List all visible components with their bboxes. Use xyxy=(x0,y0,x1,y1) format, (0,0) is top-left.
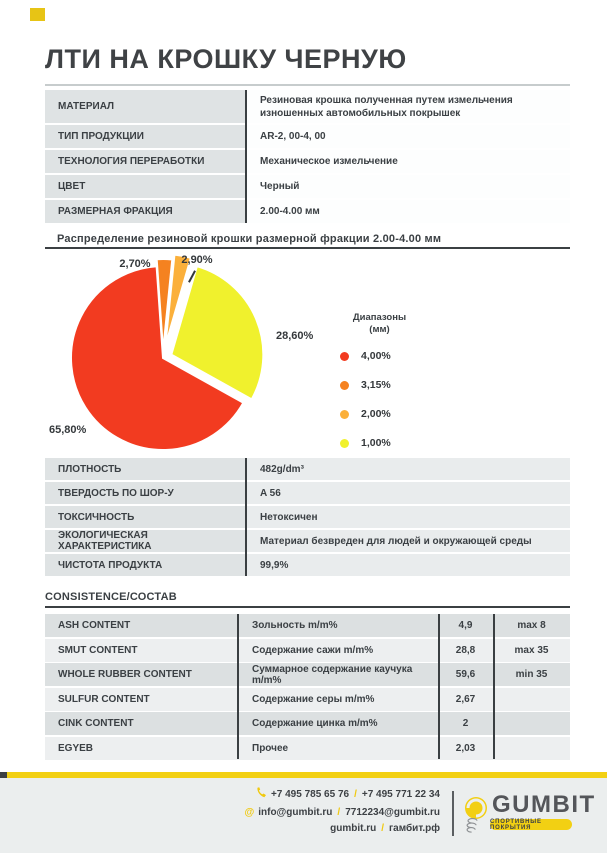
component-name: CINK CONTENT xyxy=(45,712,237,735)
row-value: Механическое измельчение xyxy=(245,150,570,173)
row-label: МАТЕРИАЛ xyxy=(45,90,245,123)
row-label: ЦВЕТ xyxy=(45,175,245,198)
chart-title: Распределение резиновой крошки размерной фракции 2.00-4.00 мм xyxy=(57,233,442,245)
component-desc: Суммарное содержание каучука m/m% xyxy=(237,663,438,686)
component-name: SMUT CONTENT xyxy=(45,639,237,662)
legend-label: 4,00% xyxy=(361,350,391,362)
page-title: ЛТИ НА КРОШКУ ЧЕРНУЮ xyxy=(45,44,407,74)
spring-icon xyxy=(466,818,479,841)
legend-dot-icon xyxy=(340,439,349,448)
table-row xyxy=(45,663,570,686)
at-icon: @ xyxy=(244,806,255,818)
slice-label: 65,80% xyxy=(49,424,87,436)
component-desc: Содержание цинка m/m% xyxy=(237,712,438,735)
component-limit xyxy=(493,712,570,735)
slice-label: 28,60% xyxy=(276,330,314,342)
component-desc: Содержание серы m/m% xyxy=(237,688,438,711)
legend-title-line2: (мм) xyxy=(369,324,390,335)
title-divider xyxy=(45,84,570,86)
tagline-text: СПОРТИВНЫЕ ПОКРЫТИЯ xyxy=(490,818,542,831)
row-value: 99,9% xyxy=(245,554,570,576)
legend-item xyxy=(332,379,427,391)
composition-table xyxy=(45,614,570,761)
table-row xyxy=(45,175,570,198)
row-label: ЭКОЛОГИЧЕСКАЯ ХАРАКТЕРИСТИКА xyxy=(45,530,245,552)
footer-divider xyxy=(452,791,454,836)
row-value: AR-2, 00-4, 00 xyxy=(245,125,570,148)
chart-title-underline xyxy=(45,247,570,249)
component-value: 2,03 xyxy=(438,737,493,760)
footer-phones xyxy=(244,787,440,805)
component-limit xyxy=(493,688,570,711)
component-limit: max 8 xyxy=(493,614,570,637)
component-name: EGYEB xyxy=(45,737,237,760)
component-value: 28,8 xyxy=(438,639,493,662)
legend-dot-icon xyxy=(340,381,349,390)
footer-sites xyxy=(244,821,440,838)
table-row xyxy=(45,458,570,480)
row-label: ТИП ПРОДУКЦИИ xyxy=(45,125,245,148)
legend-item xyxy=(332,437,427,449)
composition-underline xyxy=(45,606,570,608)
table-row xyxy=(45,614,570,637)
row-label: РАЗМЕРНАЯ ФРАКЦИЯ xyxy=(45,200,245,223)
row-value: Материал безвреден для людей и окружающей среды xyxy=(245,530,570,552)
table-row xyxy=(45,530,570,552)
table-row xyxy=(45,688,570,711)
row-label: ТВЕРДОСТЬ ПО ШОР-У xyxy=(45,482,245,504)
table-row xyxy=(45,150,570,173)
website: гамбит.рф xyxy=(389,823,440,834)
legend-item xyxy=(332,350,427,362)
component-limit: min 35 xyxy=(493,663,570,686)
separator: / xyxy=(381,823,385,834)
row-label: ТЕХНОЛОГИЯ ПЕРЕРАБОТКИ xyxy=(45,150,245,173)
column-divider xyxy=(245,90,247,223)
spec-table xyxy=(45,90,570,225)
component-value: 2 xyxy=(438,712,493,735)
row-value: A 56 xyxy=(245,482,570,504)
column-divider xyxy=(237,614,239,759)
component-value: 2,67 xyxy=(438,688,493,711)
legend-title-line1: Диапазоны xyxy=(352,312,407,323)
row-value: Черный xyxy=(245,175,570,198)
footer-contacts xyxy=(244,787,440,838)
row-value: 2.00-4.00 мм xyxy=(245,200,570,223)
table-row xyxy=(45,554,570,576)
legend-title xyxy=(332,312,427,336)
component-limit xyxy=(493,737,570,760)
table-row xyxy=(45,712,570,735)
column-divider xyxy=(438,614,440,759)
slice-label: 2,90% xyxy=(181,254,213,266)
column-divider xyxy=(245,458,247,576)
row-label: ЧИСТОТА ПРОДУКТА xyxy=(45,554,245,576)
website: gumbit.ru xyxy=(330,823,377,834)
row-value: 482g/dm³ xyxy=(245,458,570,480)
component-value: 59,6 xyxy=(438,663,493,686)
table-row xyxy=(45,482,570,504)
row-value: Нетоксичен xyxy=(245,506,570,528)
properties-table xyxy=(45,458,570,578)
column-divider xyxy=(493,614,495,759)
component-name: WHOLE RUBBER CONTENT xyxy=(45,663,237,686)
table-row xyxy=(45,639,570,662)
chart-legend xyxy=(332,312,427,466)
footer xyxy=(0,778,607,853)
gumbit-logo-text: GUMBIT xyxy=(492,791,596,818)
separator: / xyxy=(354,789,357,800)
component-name: ASH CONTENT xyxy=(45,614,237,637)
component-desc: Прочее xyxy=(237,737,438,760)
separator: / xyxy=(337,806,341,818)
slice-label: 2,70% xyxy=(119,258,151,270)
pie-chart-area xyxy=(45,252,570,456)
component-desc: Зольность m/m% xyxy=(237,614,438,637)
brand-square-logo xyxy=(30,8,45,21)
row-label: ПЛОТНОСТЬ xyxy=(45,458,245,480)
table-row xyxy=(45,90,570,123)
row-label: ТОКСИЧНОСТЬ xyxy=(45,506,245,528)
component-limit: max 35 xyxy=(493,639,570,662)
legend-label: 1,00% xyxy=(361,437,391,449)
email: 7712234@gumbit.ru xyxy=(345,806,440,818)
legend-dot-icon xyxy=(340,410,349,419)
tagline-badge xyxy=(490,819,572,830)
composition-heading: CONSISTENCE/СОСТАВ xyxy=(45,591,177,603)
legend-items xyxy=(332,350,427,449)
component-desc: Содержание сажи m/m% xyxy=(237,639,438,662)
component-value: 4,9 xyxy=(438,614,493,637)
component-name: SULFUR CONTENT xyxy=(45,688,237,711)
legend-dot-icon xyxy=(340,352,349,361)
row-value: Резиновая крошка полученная путем измельчения изношенных автомобильных покрышек xyxy=(245,90,570,123)
table-row xyxy=(45,125,570,148)
legend-label: 3,15% xyxy=(361,379,391,391)
table-row xyxy=(45,200,570,223)
legend-label: 2,00% xyxy=(361,408,391,420)
pie-chart xyxy=(58,253,268,463)
table-row xyxy=(45,506,570,528)
phone-number: +7 495 785 65 76 xyxy=(270,789,350,800)
email: info@gumbit.ru xyxy=(258,806,333,818)
phone-number: +7 495 771 22 34 xyxy=(361,789,440,800)
legend-item xyxy=(332,408,427,420)
footer-emails xyxy=(244,805,440,822)
phone-icon xyxy=(256,787,267,805)
table-row xyxy=(45,737,570,760)
